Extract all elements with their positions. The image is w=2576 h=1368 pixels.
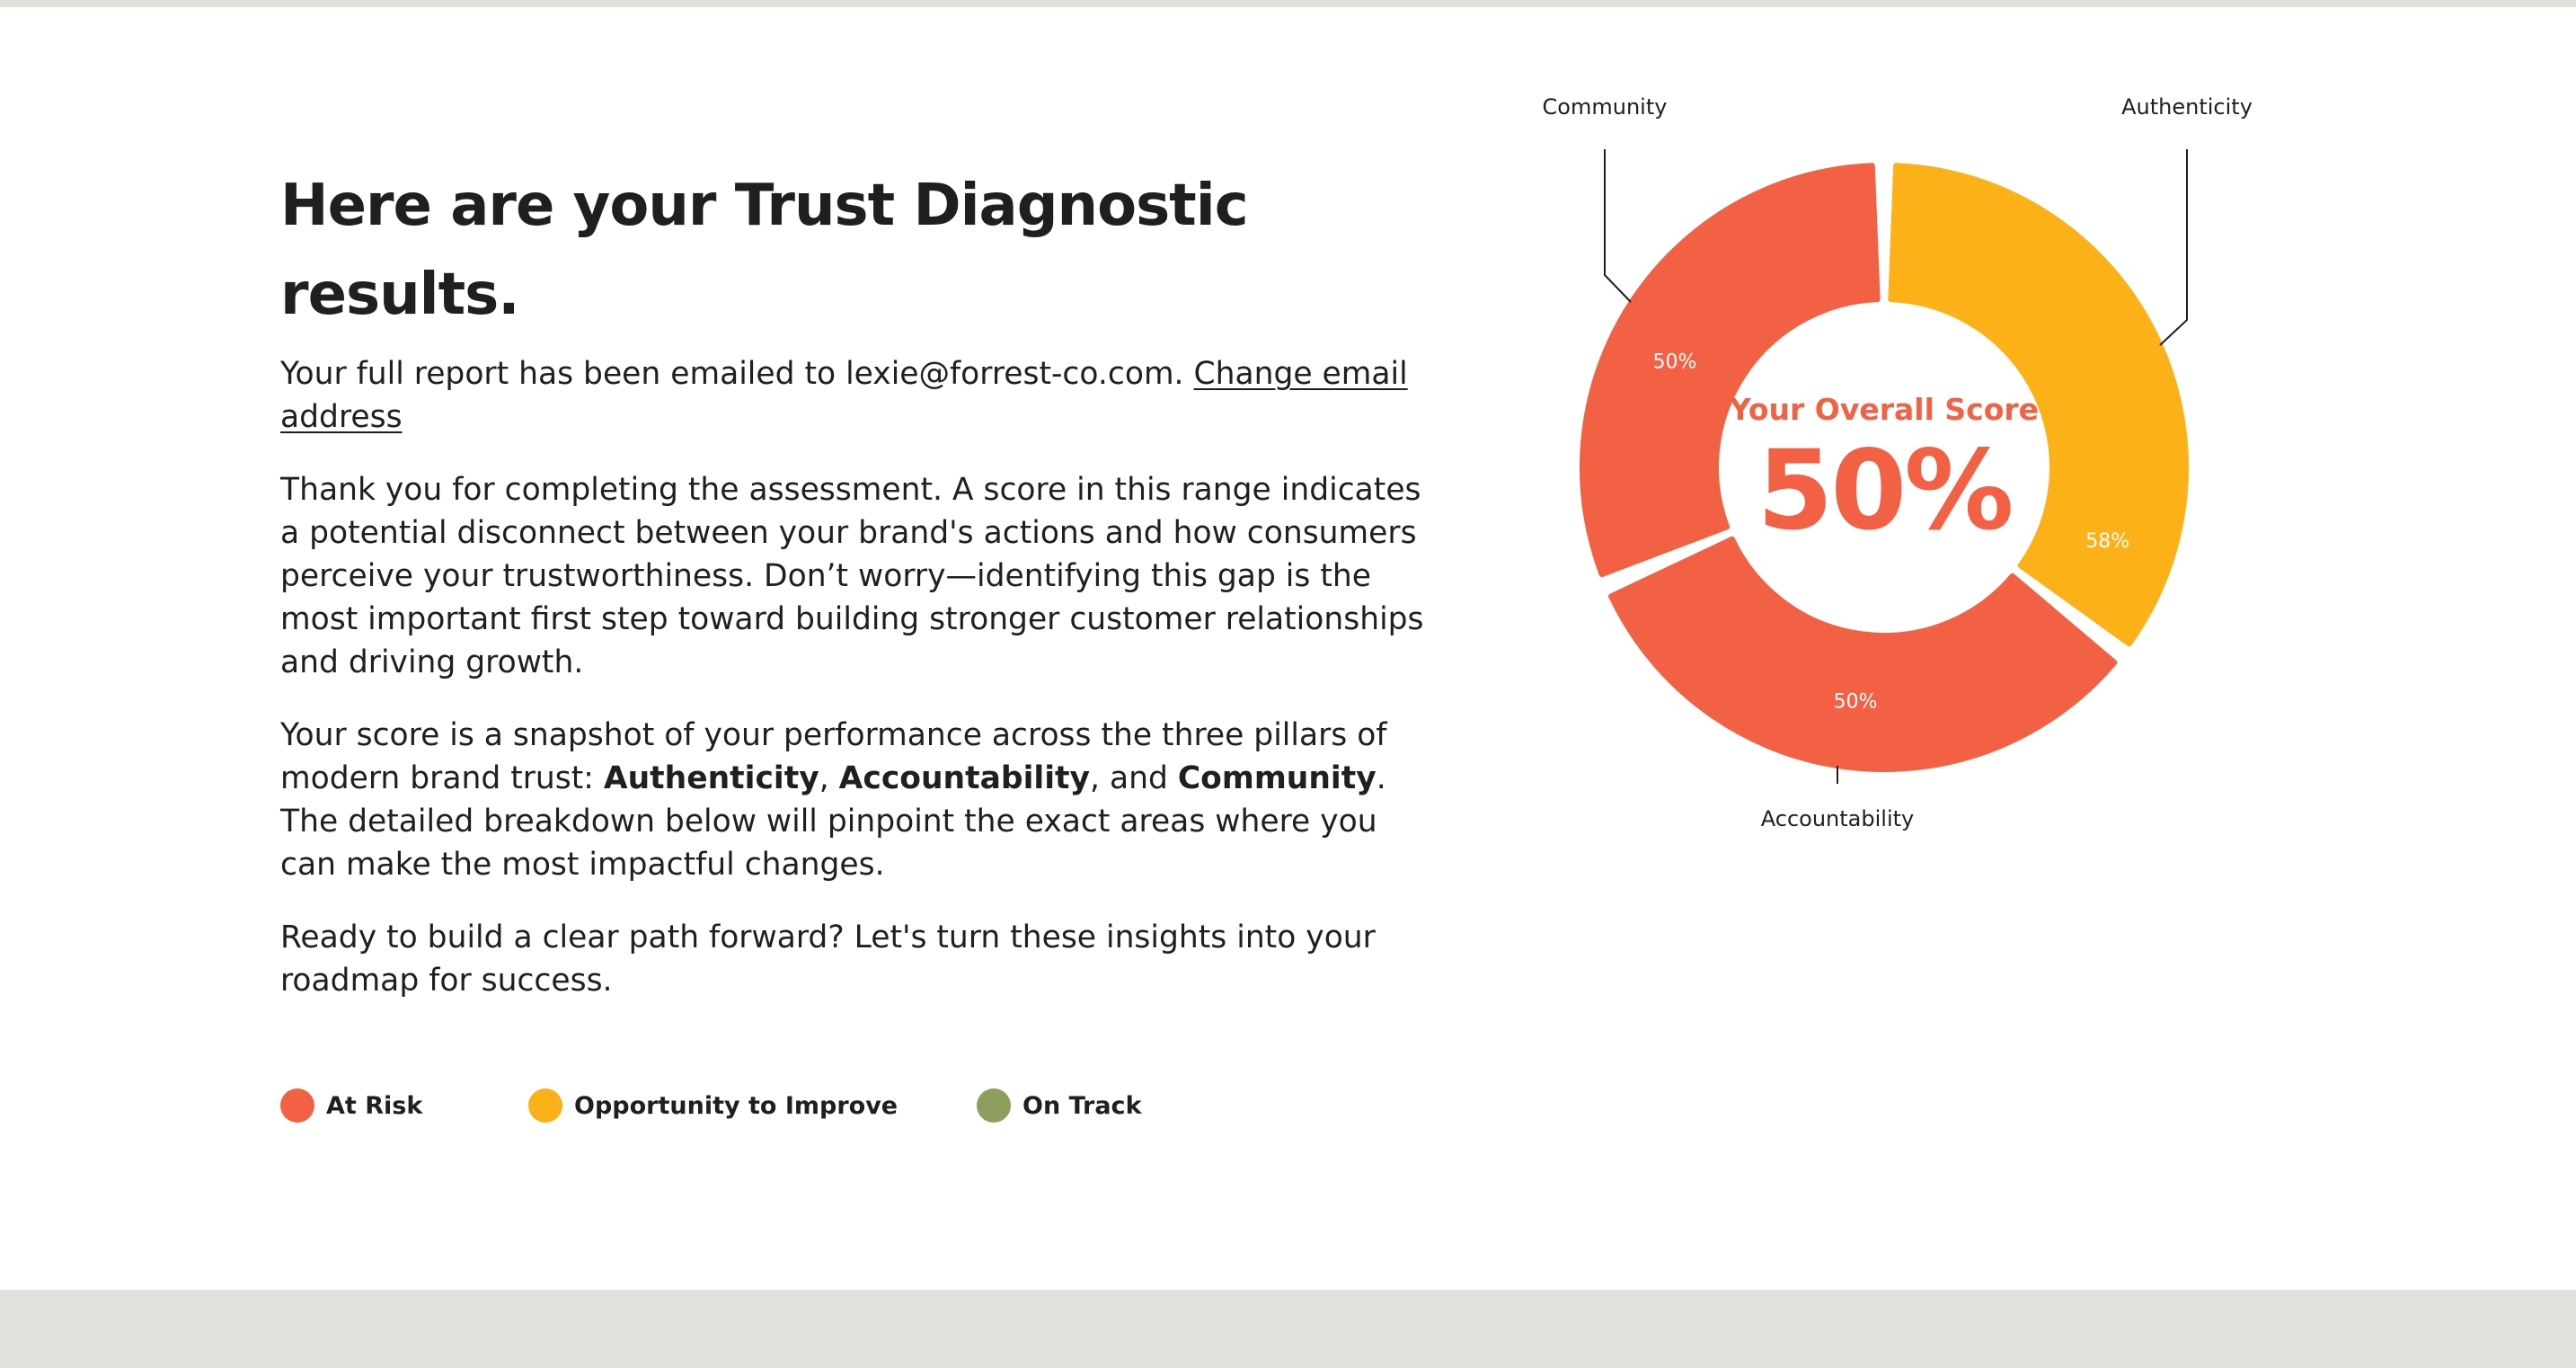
email-notice-text: Your full report has been emailed to lexie@forrest-co.com. (280, 356, 1184, 392)
pillar-community: Community (1177, 760, 1377, 796)
overall-score-label: Your Overall Score (1729, 392, 2040, 427)
legend-item-at-risk (280, 1088, 422, 1124)
assessment-summary: Thank you for completing the assessment. A score in this range indicates a potential disconnect between your brand's actions and how consumers perceive your trustworthiness. Don’t worry—identifying this gap is the most important first step toward building stronger customer relationships and driving growth. (280, 472, 1424, 680)
pillars-separator: , and (1090, 760, 1178, 796)
callout-label-accountability: Accountability (1760, 806, 1915, 831)
pillars-text-outro: . The detailed breakdown below will pinpoint the exact areas where you can make the most impactful changes. (280, 760, 1386, 883)
change-email-link[interactable]: Change email address (280, 356, 1408, 435)
segment-value-label-accountability: 50% (1833, 690, 1878, 714)
pillars-separator: , (819, 760, 839, 796)
pillar-authenticity: Authenticity (603, 760, 819, 796)
callout-line-authenticity (2160, 149, 2187, 345)
callout-label-community: Community (1542, 94, 1668, 120)
legend-label: Opportunity to Improve (574, 1091, 899, 1120)
legend-item-opportunity (528, 1088, 898, 1124)
callout-label-authenticity: Authenticity (2121, 94, 2253, 120)
opportunity-dot-icon (528, 1088, 562, 1123)
overall-score-value: 50% (1757, 427, 2012, 555)
pillar-accountability: Accountability (838, 760, 1091, 796)
footer-band (0, 1290, 2576, 1368)
callout-line-community (1605, 149, 1631, 302)
call-to-action-text: Ready to build a clear path forward? Let's turn these insights into your roadmap for success. (280, 919, 1376, 999)
score-legend (280, 1088, 1269, 1124)
at-risk-dot-icon (280, 1088, 314, 1123)
legend-item-on-track (977, 1088, 1142, 1124)
on-track-dot-icon (977, 1088, 1011, 1123)
legend-label: At Risk (326, 1091, 423, 1120)
legend-label: On Track (1022, 1091, 1142, 1120)
page-title: Here are your Trust Diagnostic results. (280, 173, 1248, 328)
segment-value-label-community: 50% (1652, 351, 1697, 374)
segment-value-label-authenticity: 58% (2085, 529, 2130, 553)
pillars-text-intro: Your score is a snapshot of your performance across the three pillars of modern brand trust: (280, 717, 1387, 796)
